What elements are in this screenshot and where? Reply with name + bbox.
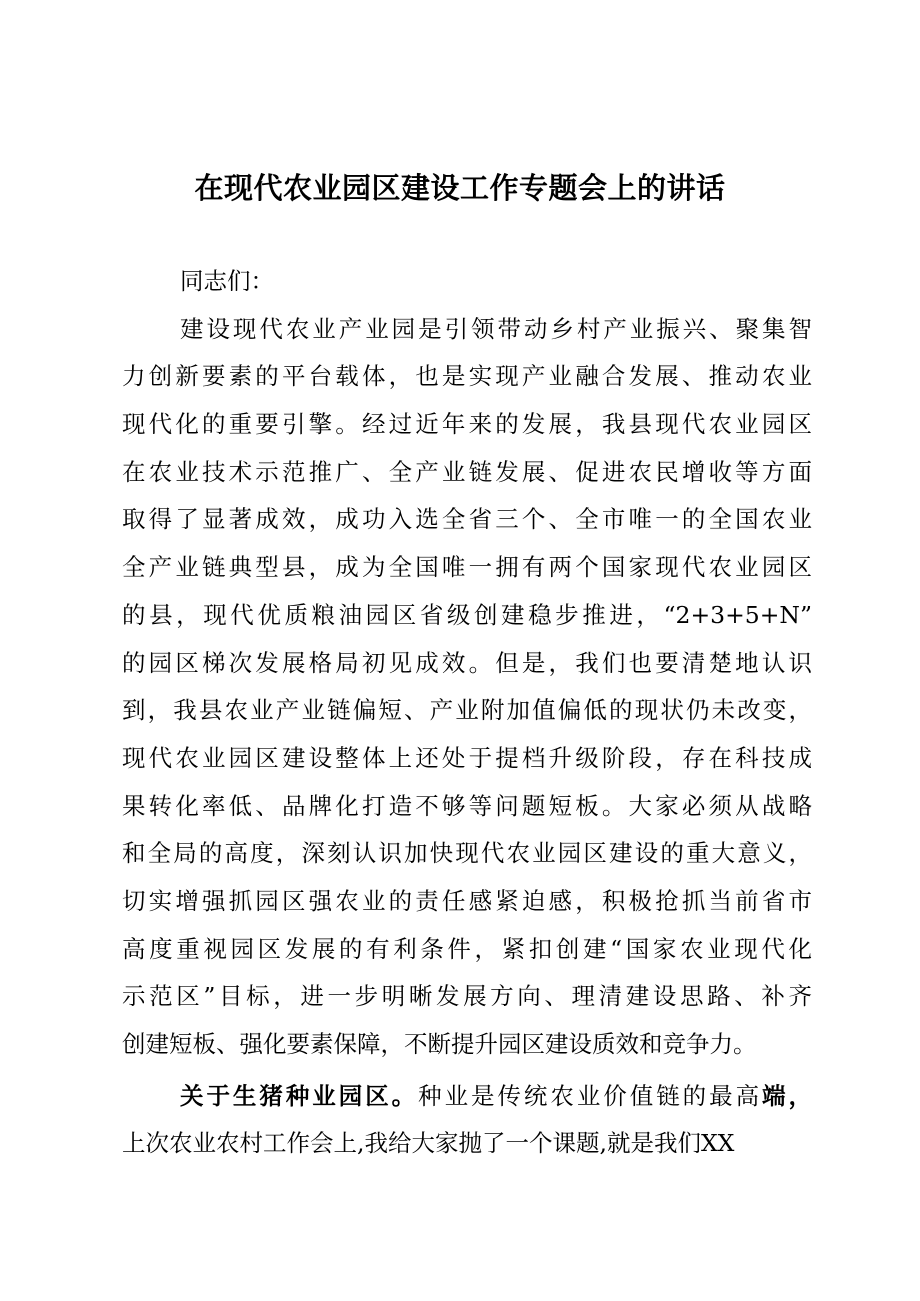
paragraph-line: 示范区”目标，进一步明晰发展方向、理清建设思路、补齐: [122, 982, 812, 1011]
document-title: 在现代农业园区建设工作专题会上的讲话: [194, 171, 726, 205]
paragraph-line: 全产业链典型县，成为全国唯一拥有两个国家现代农业园区: [122, 553, 812, 582]
paragraph-line: 和全局的高度，深刻认识加快现代农业园区建设的重大意义，: [122, 839, 812, 868]
paragraph-line: [122, 1073, 812, 1121]
paragraph-2: [122, 1073, 812, 1168]
section-heading: 关于生猪种业园区。: [180, 1081, 419, 1110]
paragraph-text: 种业是传统农业价值链的最高: [418, 1081, 763, 1110]
paragraph-line: 果转化率低、品牌化打造不够等问题短板。大家必须从战略: [122, 791, 812, 820]
paragraph-line: 取得了显著成效，成功入选全省三个、全市唯一的全国农业: [122, 505, 812, 534]
paragraph-line: 高度重视园区发展的有利条件，紧扣创建“国家农业现代化: [122, 934, 812, 963]
paragraph-line: 切实增强抓园区强农业的责任感紧迫感，积极抢抓当前省市: [122, 886, 812, 915]
paragraph-line: 力创新要素的平台载体，也是实现产业融合发展、推动农业: [122, 362, 812, 391]
document-body: [122, 258, 812, 1168]
paragraph-line: 到，我县农业产业链偏短、产业附加值偏低的现状仍未改变，: [122, 696, 812, 725]
paragraph-line: 的园区梯次发展格局初见成效。但是，我们也要清楚地认识: [122, 648, 812, 677]
salutation: 同志们：: [180, 267, 274, 295]
paragraph-text-bold: 端，: [762, 1081, 813, 1110]
paragraph-line: 创建短板、强化要素保障，不断提升园区建设质效和竞争力。: [122, 1030, 757, 1058]
paragraph-line: 上次农业农村工作会上,我给大家抛了一个课题,就是我们XX: [122, 1129, 735, 1158]
paragraph-line: 现代化的重要引擎。经过近年来的发展，我县现代农业园区: [122, 410, 812, 439]
paragraph-line: 在农业技术示范推广、全产业链发展、促进农民增收等方面: [122, 457, 812, 486]
paragraph-line: 建设现代农业产业园是引领带动乡村产业振兴、聚集智: [180, 314, 812, 343]
paragraph-1: [122, 306, 812, 1069]
paragraph-line: 的县，现代优质粮油园区省级创建稳步推进，“2+3+5+N”: [122, 600, 812, 629]
paragraph-line: 现代农业园区建设整体上还处于提档升级阶段，存在科技成: [122, 743, 812, 772]
